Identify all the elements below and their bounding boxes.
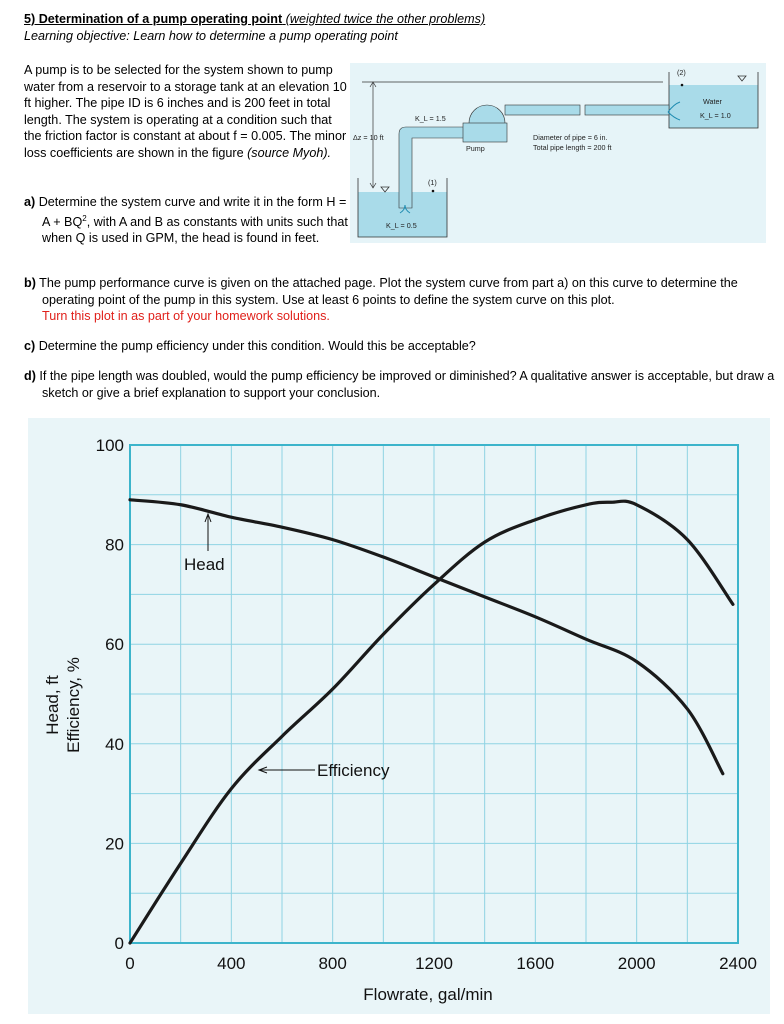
part-b-label: b) — [24, 276, 36, 290]
kl-elbow-label: K_L = 1.5 — [415, 114, 446, 123]
y-tick-label: 100 — [95, 436, 124, 455]
x-tick-label: 1200 — [415, 954, 453, 973]
y-tick-label: 80 — [105, 535, 124, 555]
part-c-label: c) — [24, 339, 36, 353]
point-2-label: (2) — [677, 68, 686, 77]
length-label: Total pipe length = 200 ft — [533, 143, 612, 152]
water-label: Water — [703, 97, 722, 106]
y-tick-label: 60 — [105, 635, 124, 655]
efficiency-annotation: Efficiency — [317, 761, 390, 780]
chart-grid — [130, 445, 738, 943]
y-label-head: Head, ft — [43, 675, 62, 735]
x-tick-label: 2400 — [719, 954, 757, 973]
pump-label: Pump — [466, 144, 485, 153]
part-a-sup: 2 — [82, 213, 87, 223]
head-curve — [130, 500, 723, 774]
part-b-red-note: Turn this plot in as part of your homework solutions. — [42, 309, 330, 323]
x-axis-label: Flowrate, gal/min — [363, 985, 493, 1004]
source-note: (source Myoh). — [247, 145, 332, 160]
part-a-text: Determine the system curve and write it in the form H = A + BQ — [35, 195, 347, 229]
part-b-text: The pump performance curve is given on the attached page. Plot the system curve from part a) on this curve to determine the operating point of the pump in this system. Use at least 6 points to define the system curve on this plot. — [35, 276, 738, 307]
y-tick-label: 0 — [114, 934, 124, 953]
intro-text: A pump is to be selected for the system shown to pump water from a reservoir to a storage tank at an elevation 10 ft higher. The pipe ID is 6 inches and is 200 feet in total length. The system is operating at a condition such that the friction factor is constant at about f = 0.005. The minor loss coefficients are shown in the figure — [24, 63, 347, 160]
head-annotation-arrow — [205, 514, 211, 551]
title-text: 5) Determination of a pump operating point — [24, 12, 283, 26]
part-c-text: Determine the pump efficiency under this condition. Would this be acceptable? — [35, 339, 476, 353]
diameter-label: Diameter of pipe = 6 in. — [533, 133, 608, 142]
part-d-text: If the pipe length was doubled, would the pump efficiency be improved or diminished? A qualitative answer is acceptable, but draw a sketch or give a brief explanation to support your conclusion. — [35, 369, 775, 400]
dz-label: Δz = 10 ft — [353, 133, 384, 142]
efficiency-annotation-arrow — [259, 767, 315, 773]
title-note: (weighted twice the other problems) — [285, 12, 486, 26]
x-tick-label: 800 — [318, 954, 347, 973]
y-tick-label: 40 — [105, 734, 124, 754]
part-a-text2: , with A and B as constants with units such that when Q is used in GPM, the head is found in feet. — [42, 214, 348, 246]
part-a-label: a) — [24, 195, 36, 209]
part-d-label: d) — [24, 369, 36, 383]
y-tick-label: 20 — [105, 834, 124, 854]
x-tick-label: 1600 — [516, 954, 555, 973]
x-tick-label: 2000 — [617, 954, 656, 973]
x-tick-label: 0 — [125, 954, 135, 973]
point-1-label: (1) — [428, 178, 437, 187]
learning-objective: Learning objective: Learn how to determine a pump operating point — [24, 29, 398, 43]
kl-inlet-label: K_L = 0.5 — [386, 221, 417, 230]
head-annotation: Head — [184, 555, 225, 574]
x-tick-label: 400 — [217, 954, 246, 973]
kl-exit-label: K_L = 1.0 — [700, 111, 731, 120]
y-label-efficiency: Efficiency, % — [64, 657, 83, 753]
